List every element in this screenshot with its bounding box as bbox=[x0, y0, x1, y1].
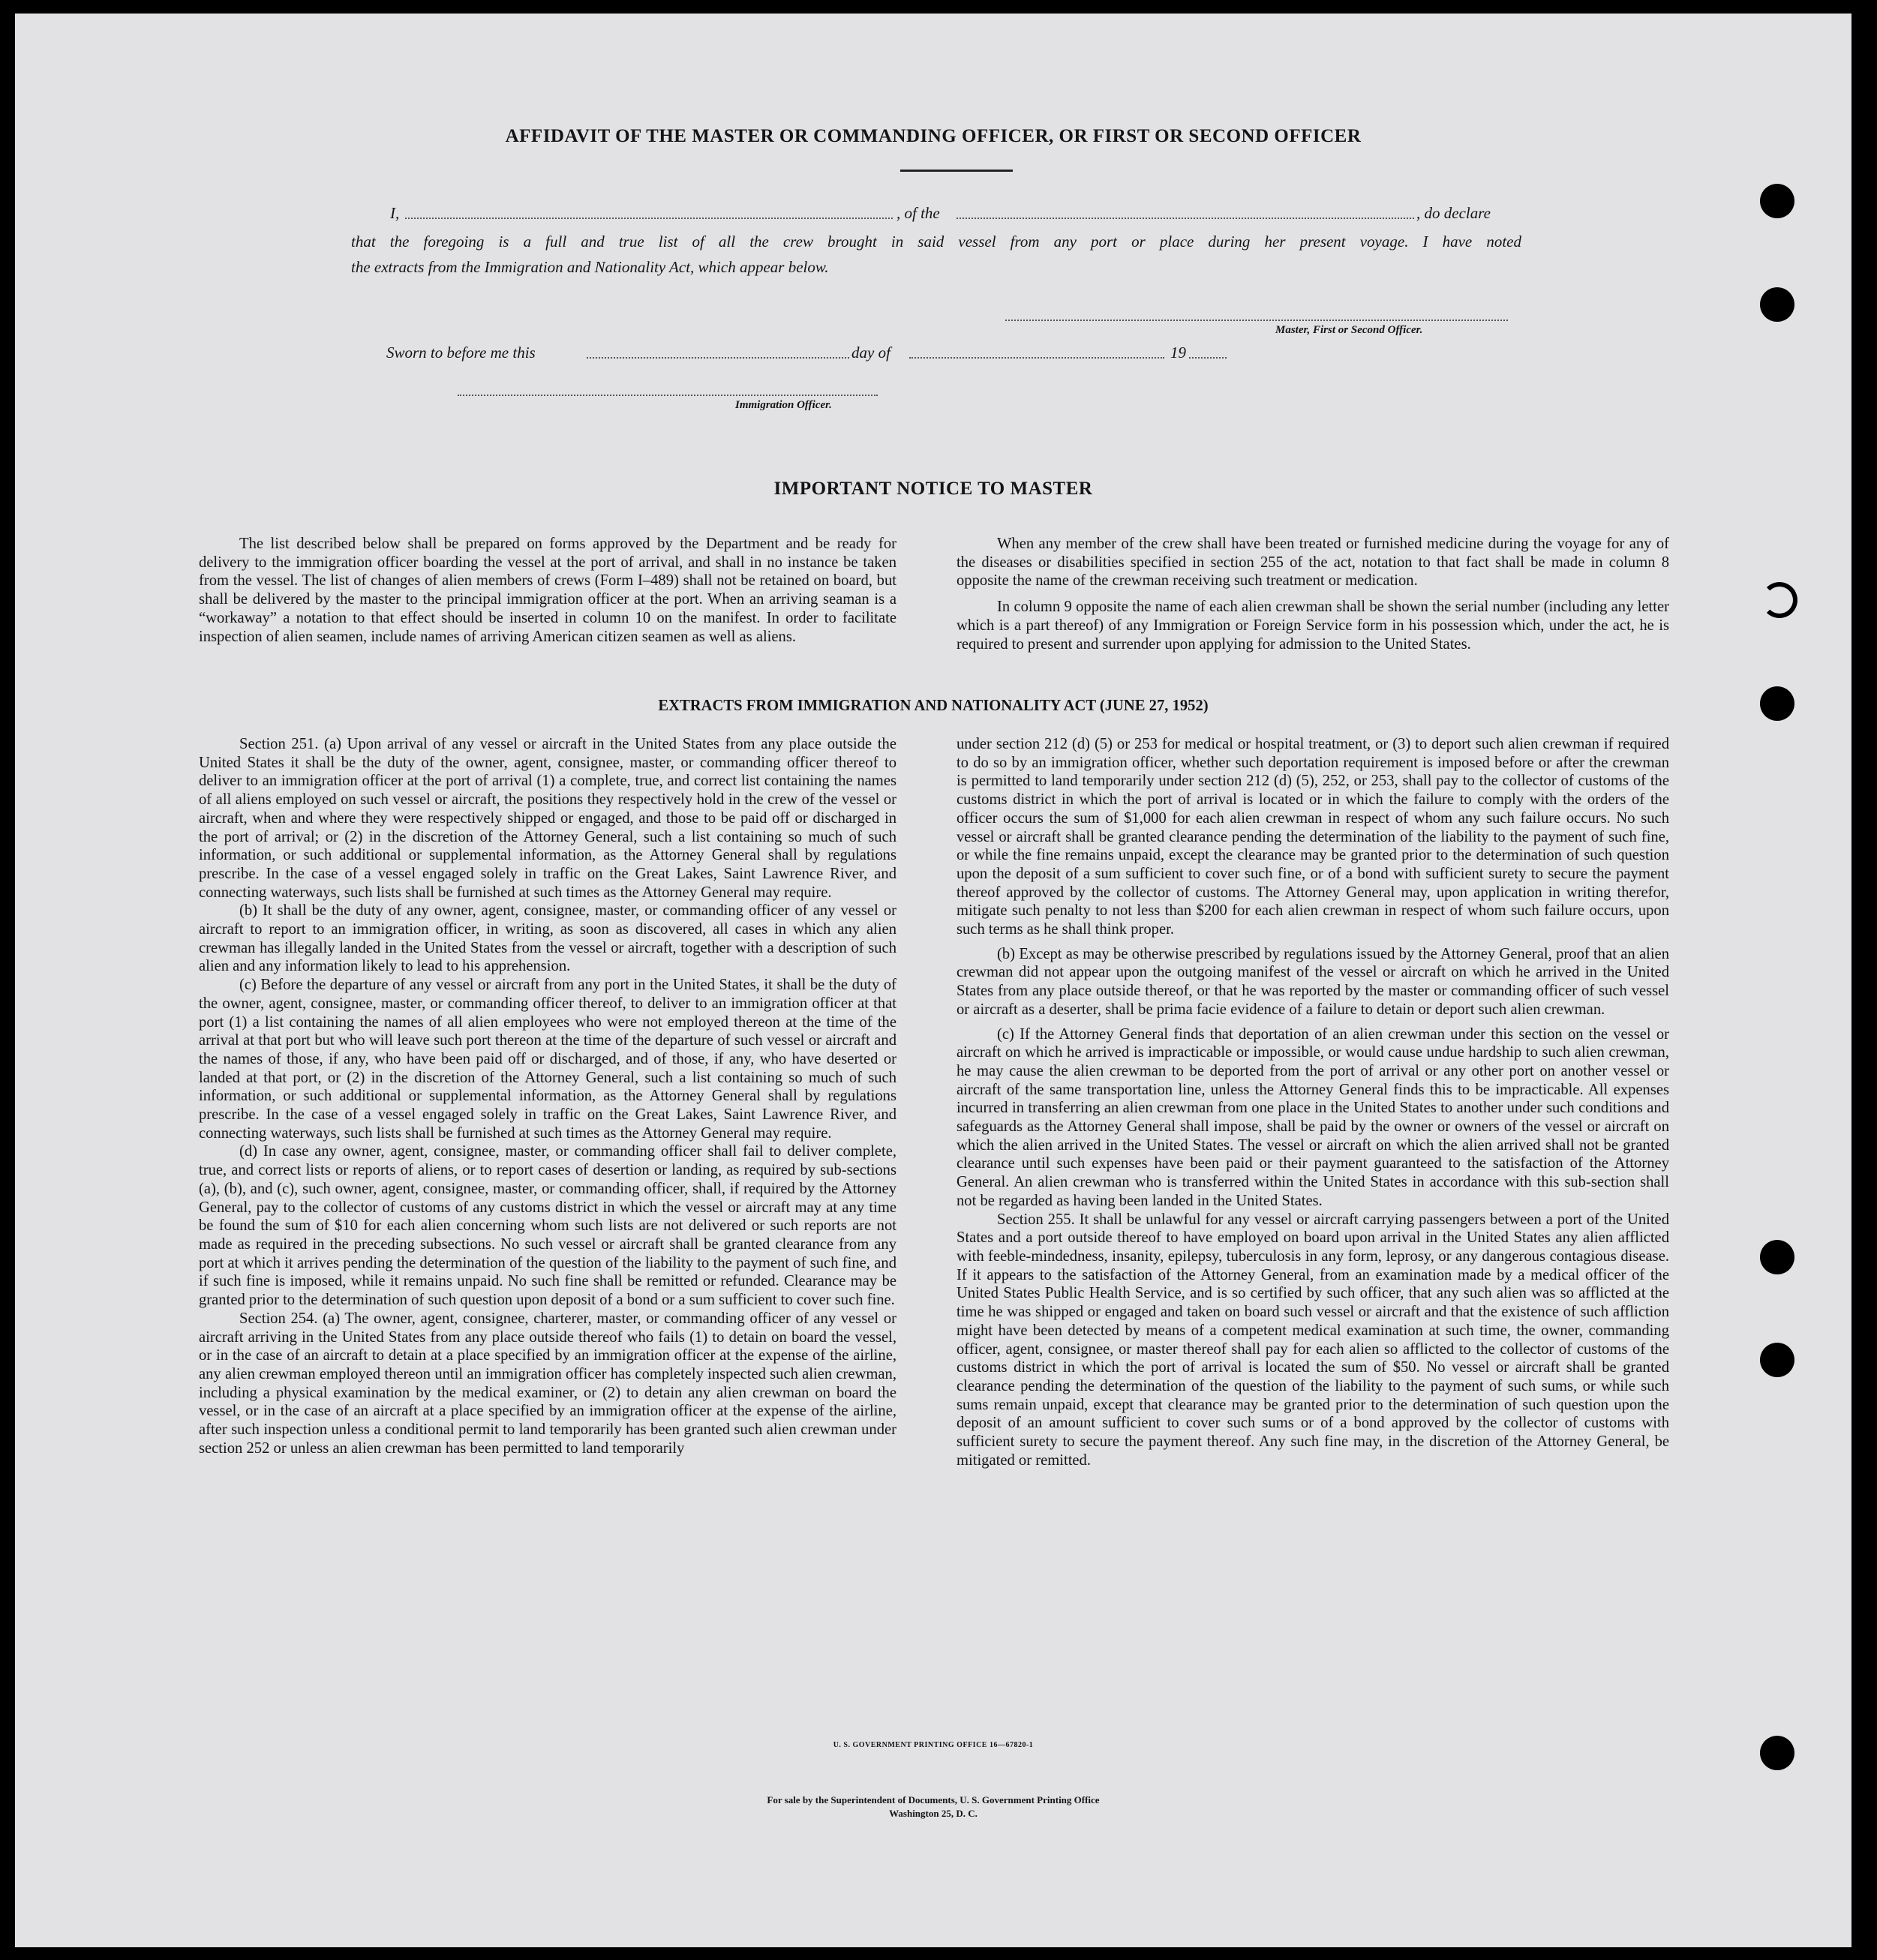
section-254a: Section 254. (a) The owner, agent, consignee, charterer, master, or commanding officer of any vessel or aircraft arriving in the United States from any place outside thereof who fails (1) to detain on board the vessel, or in the case of an aircraft to detain at a place specified by an immigration officer at the expense of the airline, any alien crewman employed thereon until an immigration officer has completely inspected such alien crewman, including a physical examination by the medical examiner, or (2) to detain any alien crewman on board the vessel, or in the case of an aircraft at a place specified by an immigration officer at the expense of the airline, after such inspection unless a conditional permit to land temporarily has been granted such alien crewman under section 252 or unless an alien crewman has been permitted to land temporarily bbox=[199, 1310, 896, 1457]
section-251b: (b) It shall be the duty of any owner, agent, consignee, master, or commanding officer of any vessel or aircraft to report to an immigration officer, in writing, as soon as discovered, all cases in which any alien crewman has illegally landed in the United States from the vessel or aircraft, together with a description of such alien and any information likely to lead to his apprehension. bbox=[199, 902, 896, 975]
do-declare-label: , do declare bbox=[1416, 204, 1491, 222]
punch-hole bbox=[1760, 1343, 1794, 1377]
section-254b: (b) Except as may be otherwise prescribed by regulations issued by the Attorney General, proof that an alien crewman did not appear upon the outgoing manifest of the vessel or aircraft on which he arrived in the United States from any place outside thereof, or that he was reported by the master or commanding officer of such vessel or aircraft as a deserter, shall be prima facie evidence of a failure to detain or deport such alien crewman. bbox=[957, 945, 1669, 1018]
declaration-statement-2: the extracts from the Immigration and Nationality Act, which appear below. bbox=[351, 258, 829, 276]
of-the-label: , of the bbox=[896, 204, 940, 222]
day-of-label: day of bbox=[851, 344, 890, 362]
declaration-statement-1: that the foregoing is a full and true list of all the crew brought in said vessel from any port or place during her present voyage. I have noted bbox=[351, 233, 1521, 251]
extracts-title: EXTRACTS FROM IMMIGRATION AND NATIONALITY ACT (JUNE 27, 1952) bbox=[658, 698, 1209, 714]
affidavit-title: AFFIDAVIT OF THE MASTER OR COMMANDING OFFICER, OR FIRST OR SECOND OFFICER bbox=[505, 126, 1362, 146]
punch-hole bbox=[1760, 287, 1794, 322]
document-page bbox=[15, 14, 1851, 1947]
notice-left-paragraph: The list described below shall be prepared on forms approved by the Department and be ready for delivery to the immigration officer boarding the vessel at the port of arrival, and shall in no instance be taken from the vessel. The list of changes of alien members of crews (Form I–489) shall not be retained on board, but shall be delivered by the master to the principal immigration officer at the port. When an arriving seaman is a “workaway” a notation to that effect should be inserted in column 10 on the manifest. In order to facilitate inspection of alien seamen, include names of arriving American citizen seamen as well as aliens. bbox=[199, 536, 896, 645]
section-254c: (c) If the Attorney General finds that deportation of an alien crewman under this section on the vessel or aircraft on which he arrived is impracticable or impossible, or would cause undue hardship to such alien crewman, he may cause the alien crewman to be deported from the port of arrival or any other port on another vessel or aircraft of the same transportation line, unless the Attorney General finds this to be impracticable. All expenses incurred in transferring an alien crewman from one place in the United States to another under such conditions and safeguards as the Attorney General shall impose, shall be paid by the owner or owners of the vessel or aircraft on which the alien arrived in the United States. The vessel or aircraft on which the alien arrived shall not be granted clearance until such expenses have been paid or their payment guaranteed to the satisfaction of the Attorney General. An alien crewman who is transferred within the United States in accordance with this sub-section shall not be regarded as having been landed in the United States. bbox=[957, 1025, 1669, 1209]
punch-hole bbox=[1760, 1736, 1794, 1770]
section-251a: Section 251. (a) Upon arrival of any vessel or aircraft in the United States from any place outside the United States it shall be the duty of the owner, agent, consignee, master, or commanding officer thereof to deliver to an immigration officer at the port of arrival (1) a complete, true, and correct list containing the names of all aliens employed on such vessel or aircraft, the positions they respectively hold in the crew of the vessel or aircraft, when and where they were respectively shipped or engaged, and those to be paid off or discharged in the port of arrival; or (2) in the discretion of the Attorney General, such a list containing so much of such information, or such additional or supplemental information, as the Attorney General shall by regulations prescribe. In the case of a vessel engaged solely in traffic on the Great Lakes, Saint Lawrence River, and connecting waterways, such lists shall be furnished at such times as the Attorney General may require. bbox=[199, 736, 896, 901]
sworn-year-field[interactable] bbox=[1189, 357, 1227, 359]
sworn-day-field[interactable] bbox=[587, 357, 849, 359]
punch-hole bbox=[1760, 1240, 1794, 1274]
notice-right-paragraph-2: In column 9 opposite the name of each alien crewman shall be shown the serial number (including any letter which is a part thereof) of any Immigration or Foreign Service form in his possession which, under the act, he is required to present and surrender upon applying for admission to the United States. bbox=[957, 599, 1669, 653]
title-rule bbox=[900, 170, 1013, 172]
notice-title: IMPORTANT NOTICE TO MASTER bbox=[773, 479, 1093, 499]
vessel-name-field[interactable] bbox=[957, 218, 1414, 219]
punch-hole bbox=[1760, 184, 1794, 218]
extracts-right-column bbox=[957, 735, 1669, 1469]
extracts-left-column bbox=[199, 735, 896, 1457]
declarant-name-field[interactable] bbox=[405, 218, 893, 219]
sale-notice-line-1: For sale by the Superintendent of Documents, U. S. Government Printing Office bbox=[767, 1794, 1100, 1805]
officer-signature-label: Immigration Officer. bbox=[735, 399, 832, 411]
section-251d: (d) In case any owner, agent, consignee, master, or commanding officer shall fail to deliver complete, true, and correct lists or reports of aliens, or to report cases of desertion or landing, as required by sub-sections (a), (b), and (c), such owner, agent, consignee, master, or commanding officer, shall, if required by the Attorney General, pay to the collector of customs of any customs district in which the vessel or aircraft may at any time be found the sum of $10 for each alien concerning whom such lists are not delivered or such reports are not made as required in the preceding subsections. No such vessel or aircraft shall be granted clearance from any port at which it arrives pending the determination of the question of the liability to the payment of such fine, and if such fine is imposed, while it remains unpaid. No such fine shall be remitted or refunded. Clearance may be granted prior to the determination of such question upon deposit of a bond or a sum sufficient to cover such fine. bbox=[199, 1143, 896, 1309]
section-251c: (c) Before the departure of any vessel or aircraft from any port in the United States, it shall be the duty of the owner, agent, consignee, master, or commanding officer thereof, to deliver to an immigration officer at that port (1) a list containing the names of all alien employees who were not employed thereon at the time of the arrival at that port but who will leave such port thereon at the time of the departure of such vessel or aircraft and the names of those, if any, who have been paid off or discharged, and of those, if any, who have deserted or landed at that port, or (2) in the discretion of the Attorney General, such a list containing so much of such information, or such additional or supplemental information, as the Attorney General shall by regulations prescribe. In the case of a vessel engaged solely in traffic on the Great Lakes, Saint Lawrence River, and connecting waterways, such lists shall be furnished at such times as the Attorney General may require. bbox=[199, 977, 896, 1142]
notice-right-column bbox=[957, 535, 1669, 653]
notice-right-paragraph-1: When any member of the crew shall have been treated or furnished medicine during the voyage for any of the diseases or disabilities specified in section 255 of the act, notation to that fact shall be made in column 8 opposite the name of the crewman receiving such treatment or medication. bbox=[957, 536, 1669, 590]
printing-office-code: U. S. GOVERNMENT PRINTING OFFICE 16—67820-1 bbox=[833, 1741, 1034, 1749]
declare-i-label: I, bbox=[390, 204, 400, 222]
year-label: 19 bbox=[1170, 344, 1186, 362]
sale-notice-line-2: Washington 25, D. C. bbox=[889, 1808, 978, 1819]
notice-left-column bbox=[199, 535, 896, 646]
punch-hole bbox=[1760, 686, 1794, 721]
master-signature-field[interactable] bbox=[1005, 320, 1508, 321]
officer-signature-field[interactable] bbox=[458, 395, 878, 396]
sworn-month-field[interactable] bbox=[909, 357, 1164, 359]
sworn-label: Sworn to before me this bbox=[386, 344, 536, 362]
section-254a-continued: under section 212 (d) (5) or 253 for medical or hospital treatment, or (3) to deport such alien crewman if required to do so by an immigration officer, whether such deportation requirement is imposed before or after the crewman is permitted to land temporarily under section 212 (d) (5), 252, or 253, shall pay to the collector of customs of the customs district in which the port of arrival is located or in which the failure to comply with the orders of the officer occurs the sum of $1,000 for each alien crewman in respect of whom any such failure occurs. No such vessel or aircraft shall be granted clearance pending the determination of the liability to the payment of such fine, or while the fine remains unpaid, except the clearance may be granted prior to the determination of such question upon the deposit of a sum sufficient to cover such fine, or of a bond with sufficient surety to secure the payment thereof approved by the collector of customs. The Attorney General may, upon application in writing therefor, mitigate such penalty to not less than $200 for each alien crewman in respect of whom such failure occurs, upon such terms as he shall think proper. bbox=[957, 736, 1669, 938]
master-signature-label: Master, First or Second Officer. bbox=[1275, 324, 1423, 336]
section-255: Section 255. It shall be unlawful for any vessel or aircraft carrying passengers between a port of the United States and a port outside thereof to have employed on board upon arrival in the United States any alien afflicted with feeble-mindedness, insanity, epilepsy, tuberculosis in any form, leprosy, or any dangerous contagious disease. If it appears to the satisfaction of the Attorney General, from an examination made by a medical officer of the United States Public Health Service, and is so certified by such officer, that any such alien was so afflicted at the time he was shipped or engaged and taken on board such vessel or aircraft and that the existence of such affliction might have been detected by means of a competent medical examination at such time, the owner, commanding officer, agent, consignee, or master thereof shall pay for each alien so afflicted to the collector of customs of the customs district in which the port of arrival is located the sum of $50. No vessel or aircraft shall be granted clearance pending the determination of the question of the liability to the payment of such sums, or while such sums remain unpaid, except that clearance may be granted prior to the determination of such question upon the deposit of an amount sufficient to cover such sums or of a bond approved by the collector of customs with sufficient surety to secure the payment thereof. Any such fine may, in the discretion of the Attorney General, be mitigated or remitted. bbox=[957, 1211, 1669, 1469]
punch-hole-partial bbox=[1761, 582, 1797, 618]
